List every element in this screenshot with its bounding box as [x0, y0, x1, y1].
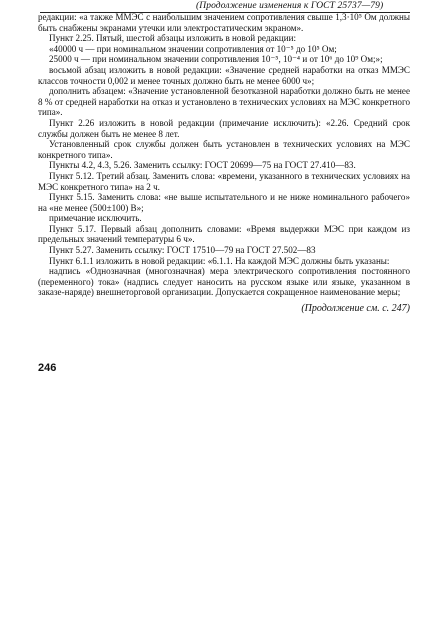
paragraph: «40000 ч — при номинальном значении сопротивления от 10⁻⁵ до 10⁵ Ом;	[49, 43, 337, 54]
paragraph: Пункт 2.25. Пятый, шестой абзацы изложить в новой редакции:	[49, 33, 297, 44]
paragraph: надпись «Однозначная (многозначная) мера электрического сопротивления постоянного (переменного) тока» (надпись следует наносить на русском языке или языке, указанном в заказе-наряде) внешнеторговой организации. Допускается сокращенное наименование меры;	[38, 266, 410, 298]
paragraph: Пункт 2.26 изложить в новой редакции (примечание исключить): «2.26. Средний срок службы должен быть не менее 8 лет.	[38, 117, 410, 139]
paragraph: 25000 ч — при номинальном значении сопротивления 10⁻⁵, 10⁻⁴ и от 10⁶ до 10⁹ Ом;»;	[49, 54, 383, 65]
paragraph: Установленный срок службы должен быть установлен в технических условиях на МЭС конкретного типа».	[38, 139, 410, 160]
paragraph: Пункт 5.17. Первый абзац дополнить словами: «Время выдержки МЭС при каждом из предельных значений температуры 6 ч».	[38, 223, 410, 245]
paragraph: дополнить абзацем: «Значение установленной безотказной наработки должно быть не менее 8 % от средней наработки на отказ и установлено в технических условиях на МЭС конкретного типа».	[38, 86, 410, 118]
paragraph: Пункт 5.12. Третий абзац. Заменить слова: «времени, указанного в технических условиях на МЭС конкретного типа» на 2 ч.	[38, 170, 410, 192]
paragraph: Пункты 4.2, 4.3, 5.26. Заменить ссылку: ГОСТ 20699—75 на ГОСТ 27.410—83.	[49, 160, 356, 171]
paragraph: редакции: «а также ММЭС с наибольшим значением сопротивления свыше 1,3·10⁵ Ом должны быть снабжены экранами утечки или электростатическим экраном».	[38, 12, 410, 33]
page-number: 246	[38, 362, 57, 374]
paragraph: Пункт 5.27. Заменить ссылку: ГОСТ 17510—79 на ГОСТ 27.502—83	[49, 245, 316, 256]
paragraph: восьмой абзац изложить в новой редакции: «Значение средней наработки на отказ ММЭС классов точности 0,002 и менее точных должно быть не менее 6000 ч»;	[38, 64, 410, 86]
paragraph: примечание исключить.	[49, 213, 142, 224]
paragraph: Пункт 5.15. Заменить слова: «не выше испытательного и не ниже номинального рабочего» на «не менее (500±100) В»;	[38, 192, 410, 213]
continuation-note: (Продолжение см. с. 247)	[301, 303, 410, 315]
body-text	[38, 12, 410, 315]
running-header: (Продолжение изменения к ГОСТ 25737—79)	[196, 1, 384, 11]
paragraph: Пункт 6.1.1 изложить в новой редакции: «6.1.1. На каждой МЭС должны быть указаны:	[49, 255, 390, 266]
